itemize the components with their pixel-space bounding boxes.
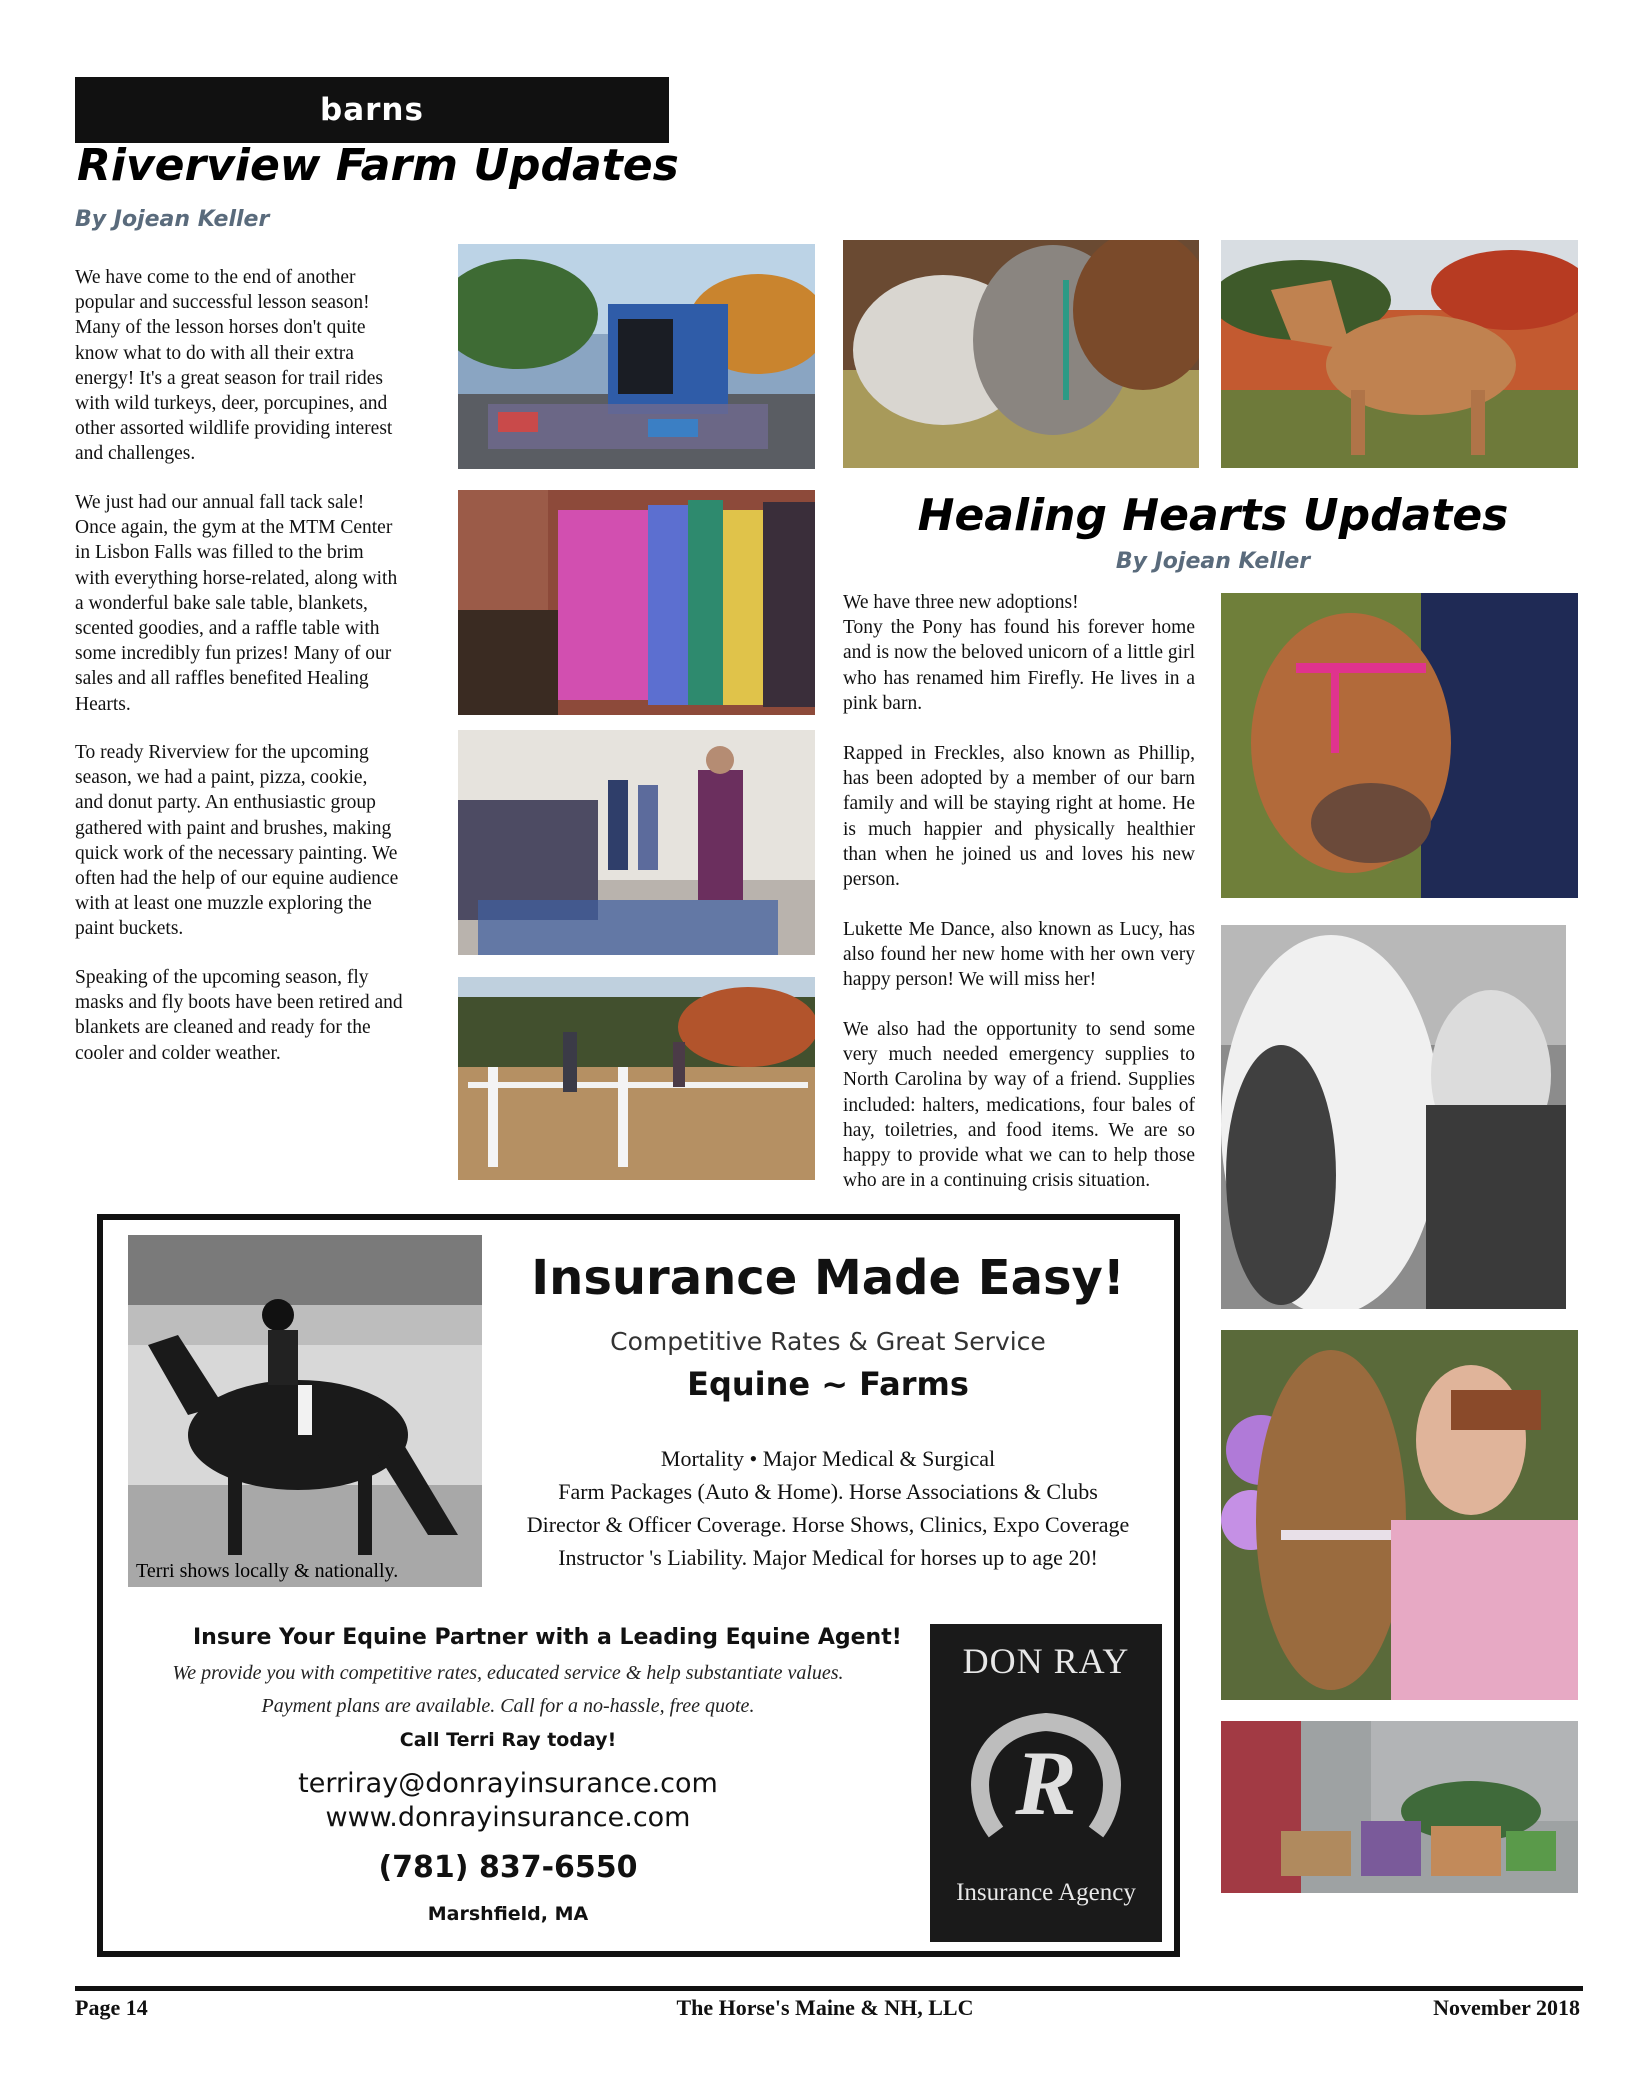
ad-call-to-action: Call Terri Ray today! bbox=[399, 1729, 617, 1751]
ad-pitch: Payment plans are available. Call for a no-hassle, free quote. bbox=[261, 1695, 755, 1717]
page-number: Page 14 bbox=[75, 1995, 148, 2020]
don-ray-logo bbox=[930, 1624, 1162, 1942]
logo-title: DON RAY bbox=[962, 1641, 1130, 1681]
ad-service-line: Director & Officer Coverage. Horse Shows, Clinics, Expo Coverage bbox=[526, 1512, 1130, 1537]
photo-donated-supplies bbox=[1221, 1721, 1578, 1893]
article-paragraph: To ready Riverview for the upcoming season, we had a paint, pizza, cookie, and donut party. An enthusiastic group gathered with paint and brushes, making quick work of the necessary painting. We often had the help of our equine audience with at least one muzzle exploring the paint buckets. bbox=[75, 742, 399, 940]
article-paragraph: Lukette Me Dance, also known as Lucy, has also found her new home with her own very happy person! We will miss her! bbox=[843, 919, 1195, 991]
article-paragraph: We also had the opportunity to send some very much needed emergency supplies to North Carolina by way of a friend. Supplies included: halters, medications, four bales of hay, toiletries, and food items. We are so happy to provide what we can to help those who are in a continuing crisis situation. bbox=[843, 1019, 1195, 1192]
ad-phone: (781) 837-6550 bbox=[378, 1850, 638, 1885]
photo-pony-pink-halter bbox=[1221, 593, 1578, 898]
section-label: barns bbox=[75, 77, 669, 143]
photo-chestnut-horse bbox=[1221, 240, 1578, 468]
article-byline: By Jojean Keller bbox=[75, 207, 270, 232]
ad-subhead: Competitive Rates & Great Service bbox=[610, 1327, 1046, 1356]
article-byline: By Jojean Keller bbox=[1115, 549, 1311, 574]
horseshoe-r-icon bbox=[966, 1702, 1126, 1852]
svg-text:R: R bbox=[1015, 1732, 1077, 1834]
photo-woman-horse-bw bbox=[1221, 925, 1566, 1309]
logo-subtitle: Insurance Agency bbox=[956, 1879, 1136, 1906]
article-paragraph: We just had our annual fall tack sale! Once again, the gym at the MTM Center in Lisbon Falls was filled to the brim with everything horse-related, along with a wonderful bake sale table, blankets, scented goodies, and a raffle table with some incredibly fun prizes! Many of our sales and all raffles benefited Healing Hearts. bbox=[75, 492, 398, 715]
article-paragraph: Rapped in Freckles, also known as Phillip, has been adopted by a member of our barn family and will be staying right at home. He is much happier and physically healthier than when he joined us and loves his new person. bbox=[843, 743, 1195, 891]
photo-fence-painting bbox=[458, 977, 815, 1180]
ad-category: Equine ~ Farms bbox=[687, 1365, 969, 1403]
ad-website-link[interactable]: www.donrayinsurance.com bbox=[325, 1802, 691, 1833]
ad-photo-caption: Terri shows locally & nationally. bbox=[136, 1560, 399, 1582]
photo-two-horses-eating bbox=[843, 240, 1199, 468]
ad-photo-rider-horse bbox=[128, 1235, 482, 1587]
photo-trailer-tack-sale bbox=[458, 244, 815, 469]
footer-rule bbox=[75, 1986, 1583, 1991]
photo-gym-sale bbox=[458, 730, 815, 955]
article-paragraph: We have three new adoptions! Tony the Pony has found his forever home and is now the beloved unicorn of a little girl who has renamed him Firefly. He lives in a pink barn. bbox=[843, 592, 1195, 714]
article-paragraph: Speaking of the upcoming season, fly masks and fly boots have been retired and blankets are cleaned and ready for the cooler and colder weather. bbox=[75, 967, 403, 1064]
article-title: Riverview Farm Updates bbox=[77, 140, 679, 191]
ad-pitch: We provide you with competitive rates, educated service & help substantiate values. bbox=[172, 1662, 844, 1684]
ad-service-line: Farm Packages (Auto & Home). Horse Associations & Clubs bbox=[558, 1479, 1098, 1504]
issue-date: November 2018 bbox=[1433, 1995, 1580, 2020]
ad-headline: Insurance Made Easy! bbox=[531, 1250, 1125, 1306]
photo-clothing-rack bbox=[458, 490, 815, 715]
article-paragraph: We have come to the end of another popular and successful lesson season! Many of the lesson horses don't quite know what to do with all their extra energy! It's a great season for trail rides with wild turkeys, deer, porcupines, and other assorted wildlife providing interest and challenges. bbox=[75, 267, 393, 465]
ad-service-line: Instructor 's Liability. Major Medical for horses up to age 20! bbox=[558, 1545, 1098, 1570]
ad-email-link[interactable]: terriray@donrayinsurance.com bbox=[298, 1768, 718, 1799]
ad-location: Marshfield, MA bbox=[427, 1903, 589, 1925]
article-title: Healing Hearts Updates bbox=[917, 490, 1509, 541]
insurance-ad bbox=[97, 1214, 1180, 1957]
ad-service-line: Mortality • Major Medical & Surgical bbox=[660, 1446, 996, 1471]
publication-name: The Horse's Maine & NH, LLC bbox=[676, 1995, 974, 2020]
photo-girl-bay-horse bbox=[1221, 1330, 1578, 1700]
ad-tagline: Insure Your Equine Partner with a Leading Equine Agent! bbox=[193, 1625, 902, 1650]
